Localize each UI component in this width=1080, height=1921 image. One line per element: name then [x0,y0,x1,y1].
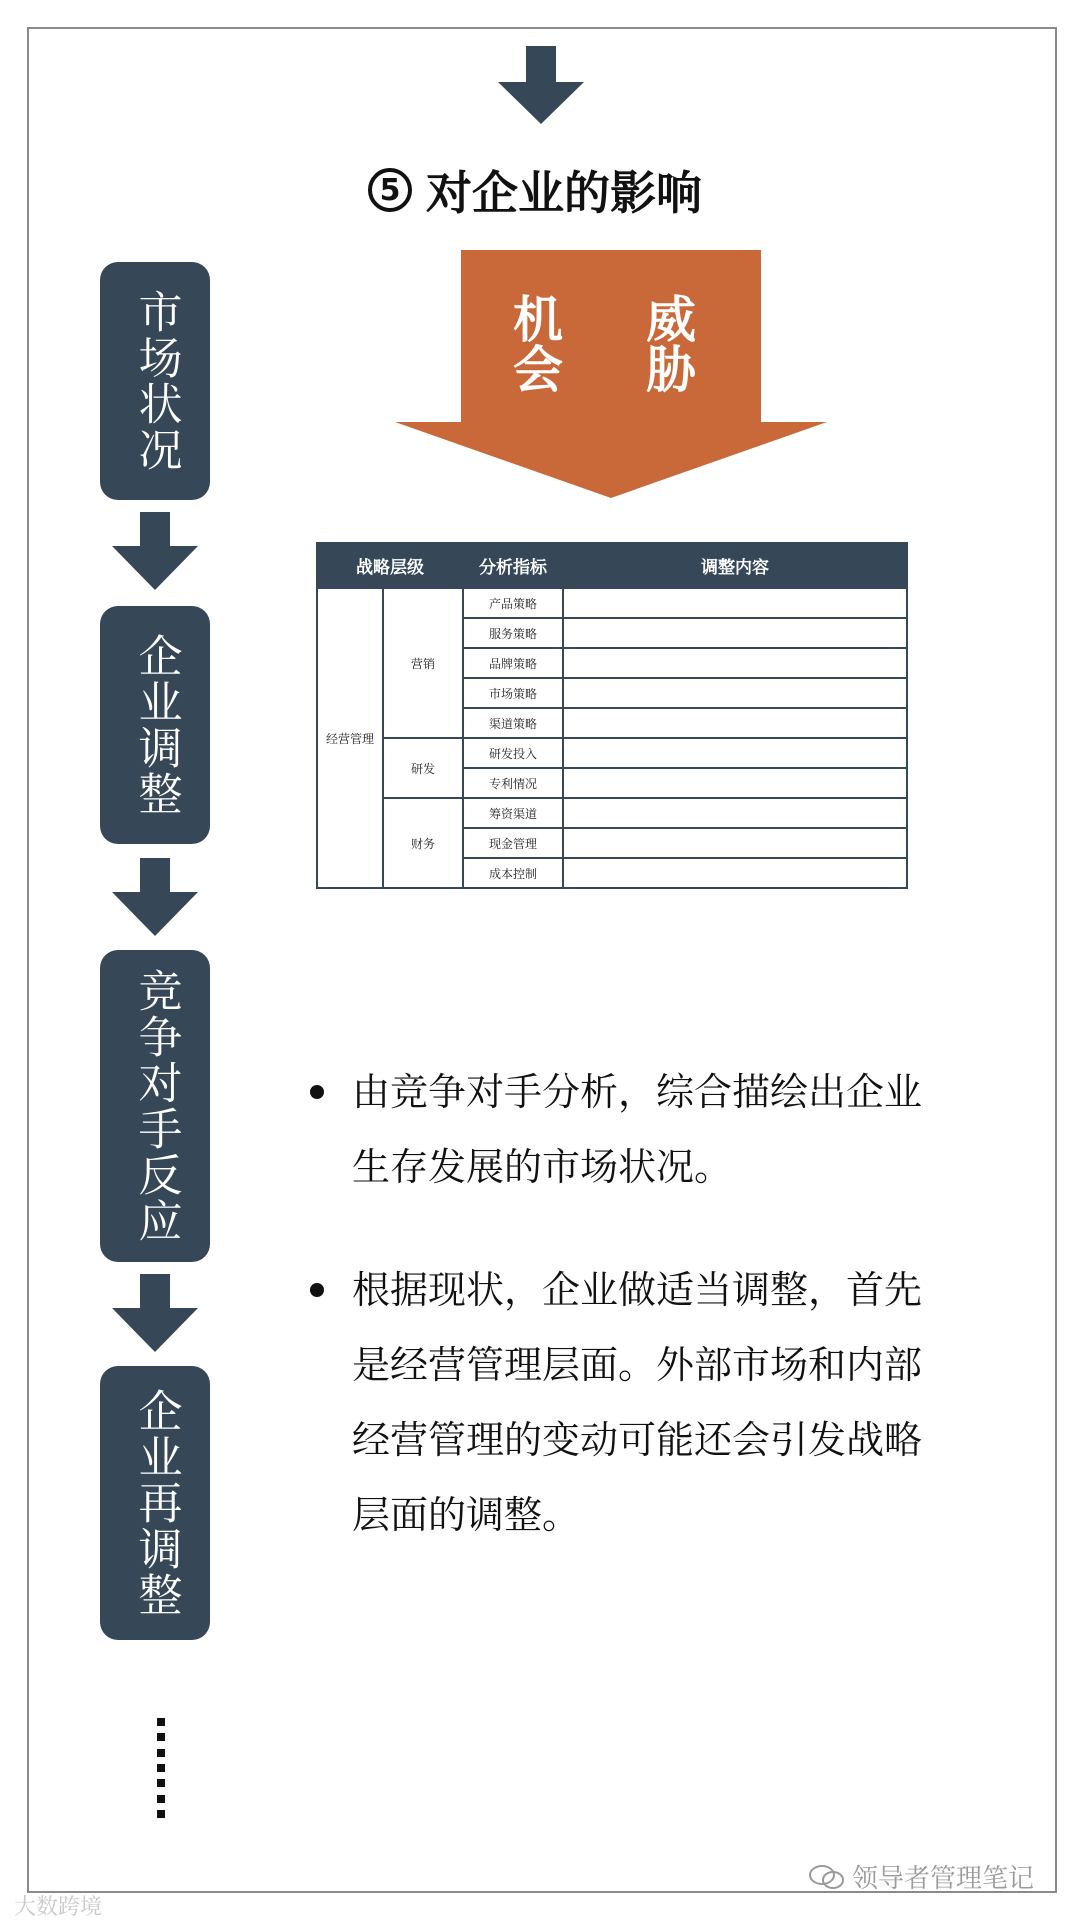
table-row [317,798,907,828]
group-cell: 营销 [383,588,463,738]
level-cell: 经营管理 [317,588,383,888]
step-market-status [100,262,210,500]
content-cell [563,618,907,648]
step-company-adjust [100,606,210,844]
opportunity-label: 机会 [513,291,563,399]
indicator-cell: 市场策略 [463,678,563,708]
watermark-right [808,1858,1034,1895]
content-cell [563,858,907,888]
indicator-cell: 服务策略 [463,618,563,648]
step-competitor-reaction [100,950,210,1262]
content-cell [563,738,907,768]
section-heading [368,160,702,220]
step-company-readjust [100,1366,210,1640]
impact-arrow [393,250,833,500]
indicator-cell: 研发投入 [463,738,563,768]
content-cell [563,708,907,738]
bullet-dot [310,1283,324,1297]
threat-label: 威胁 [646,291,696,399]
flow-arrow-3 [112,1274,198,1352]
indicator-cell: 现金管理 [463,828,563,858]
bullet-item [308,1253,928,1553]
indicator-cell: 专利情况 [463,768,563,798]
header-strategy-level: 战略层级 [317,543,463,588]
flow-arrow-1 [112,512,198,590]
table-row [317,588,907,618]
table-row [317,738,907,768]
step-label: 企业调整 [130,633,182,817]
continuation-dots [157,1718,165,1818]
section-title: 对企业的影响 [426,166,702,220]
flow-arrow-2 [112,858,198,936]
content-cell [563,798,907,828]
step-label: 企业再调整 [130,1388,182,1618]
content-cell [563,828,907,858]
header-adjustment-content: 调整内容 [563,543,907,588]
indicator-cell: 产品策略 [463,588,563,618]
top-down-arrow [496,46,586,124]
indicator-cell: 筹资渠道 [463,798,563,828]
bullet-text: 由竞争对手分析，综合描绘出企业生存发展的市场状况。 [352,1070,923,1189]
bullet-dot [310,1085,324,1099]
bullet-item [308,1055,928,1205]
strategy-table [316,542,908,889]
bullet-list [308,1055,928,1553]
step-label: 市场状况 [130,289,182,473]
content-cell [563,678,907,708]
group-cell: 财务 [383,798,463,888]
indicator-cell: 品牌策略 [463,648,563,678]
indicator-cell: 渠道策略 [463,708,563,738]
step-number-circle: 5 [368,168,412,212]
wechat-icon [808,1864,846,1890]
content-cell [563,648,907,678]
content-cell [563,768,907,798]
step-label: 竞争对手反应 [130,968,182,1244]
content-cell [563,588,907,618]
bullet-text: 根据现状，企业做适当调整，首先是经营管理层面。外部市场和内部经营管理的变动可能还会引发战略层面的调整。 [352,1268,923,1537]
header-analysis-indicator: 分析指标 [463,543,563,588]
table-header-row [317,543,907,588]
watermark-right-text: 领导者管理笔记 [852,1864,1035,1894]
indicator-cell: 成本控制 [463,858,563,888]
watermark-left: 大数跨境 [14,1895,103,1920]
group-cell: 研发 [383,738,463,798]
